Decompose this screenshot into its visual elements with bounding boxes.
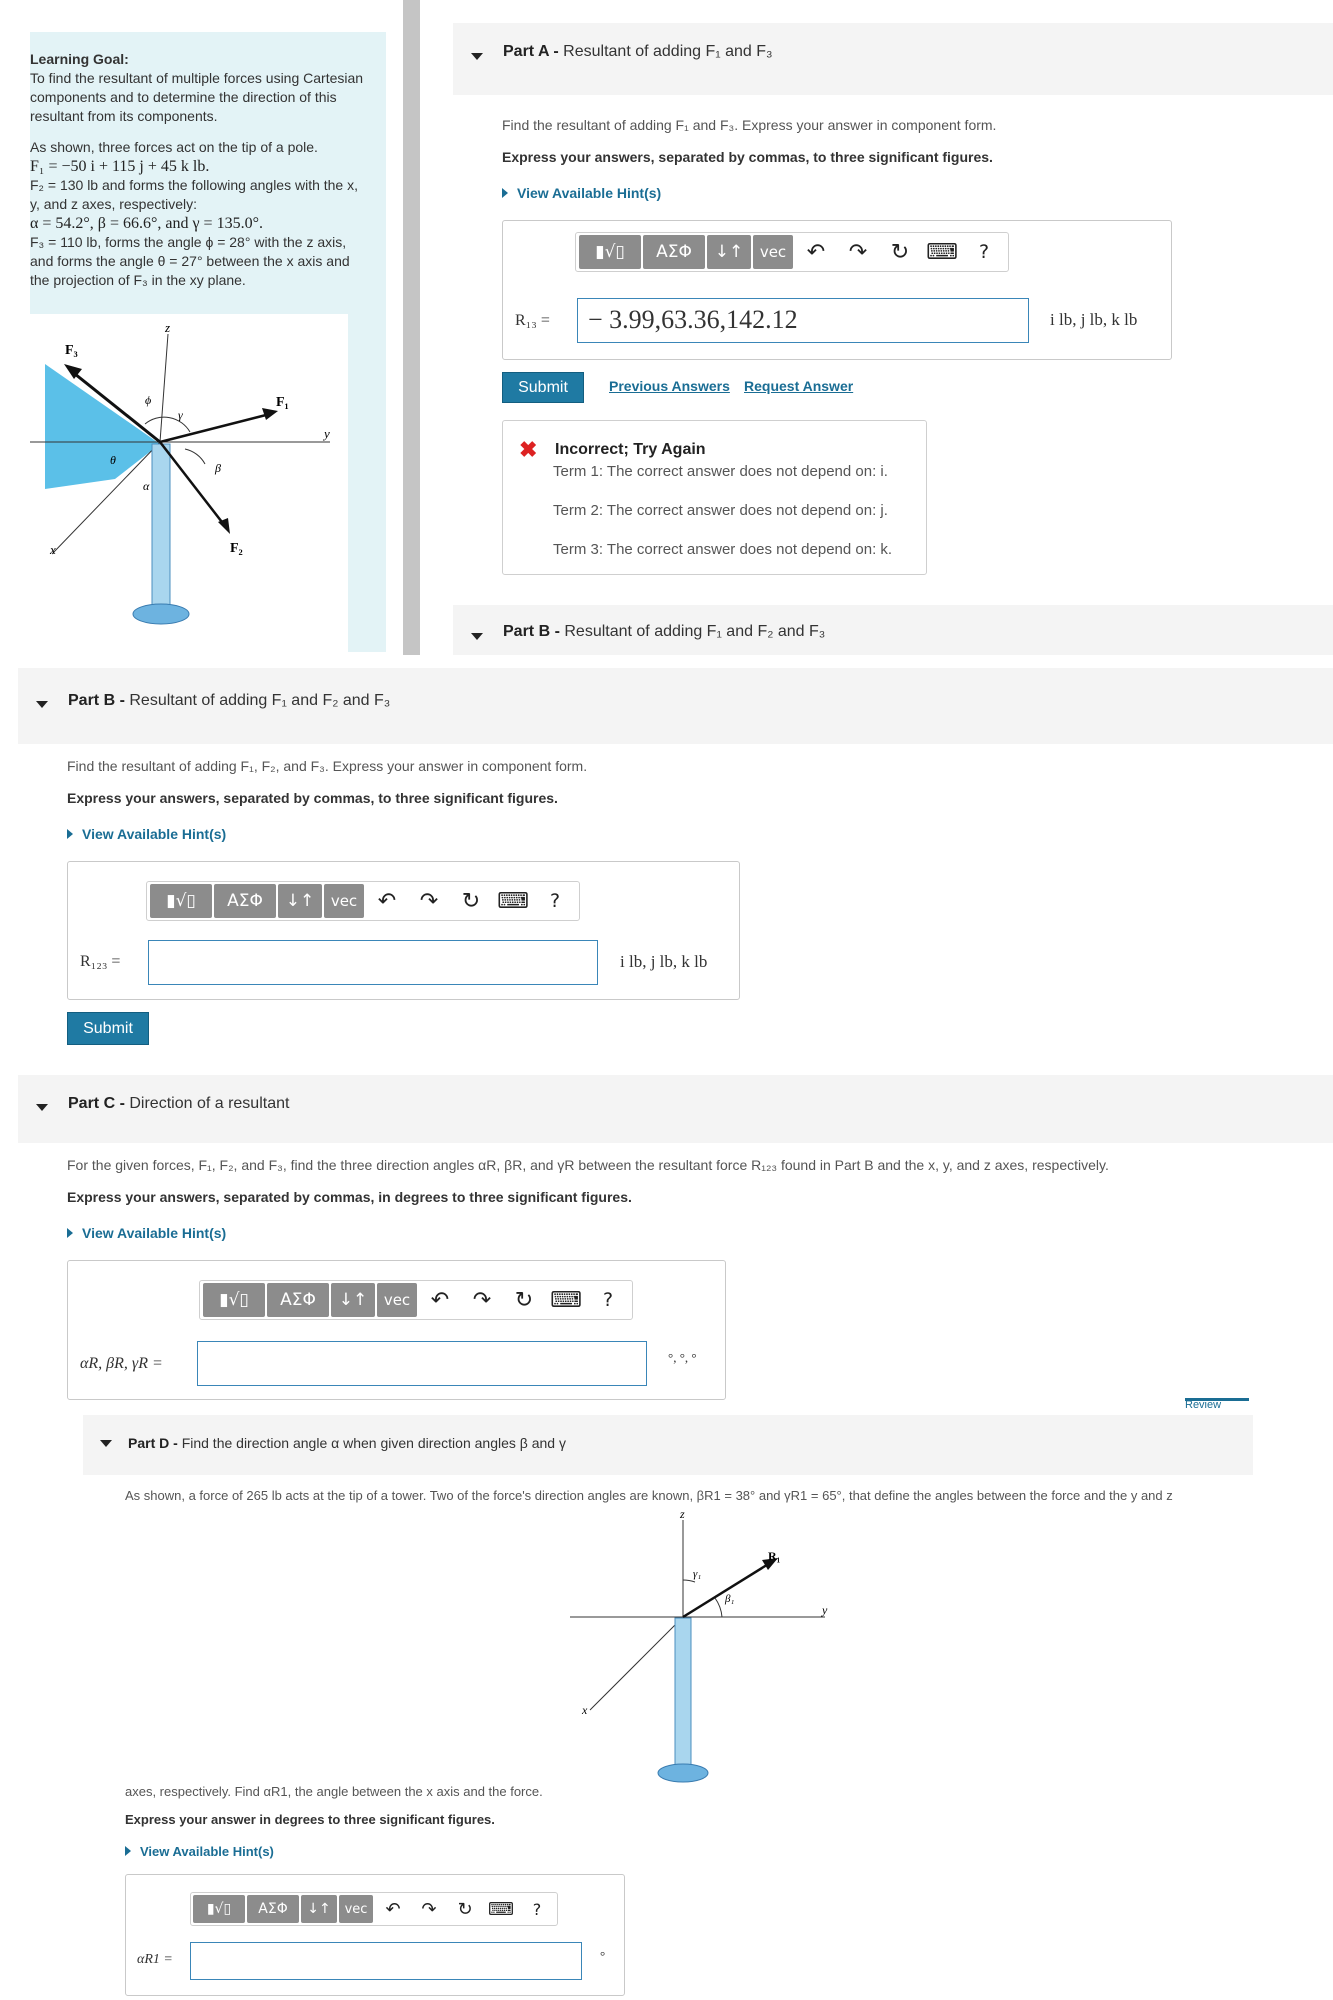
part-a-format: Express your answers, separated by commas, to three significant figures. [502, 149, 993, 165]
arrows-button[interactable]: ↓↑ [301, 1895, 337, 1923]
greek-button[interactable]: ΑΣΦ [643, 235, 705, 269]
keyboard-icon[interactable]: ⌨ [926, 239, 958, 265]
part-a-instruction: Find the resultant of adding F₁ and F₃. Express your answer in component form. [502, 117, 997, 133]
arrows-button[interactable]: ↓↑ [707, 235, 751, 269]
label-beta: β [215, 461, 221, 475]
redo-icon[interactable]: ↷ [419, 888, 439, 914]
force-f2-angles: α = 54.2°, β = 66.6°, and γ = 135.0°. [30, 215, 263, 232]
label-y: y [324, 426, 330, 441]
part-c-toolbar [199, 1280, 633, 1320]
learning-goal-intro: As shown, three forces act on the tip of a pole. [30, 139, 318, 155]
collapse-icon [100, 1440, 112, 1447]
part-b-toolbar [146, 881, 580, 921]
undo-icon[interactable]: ↶ [377, 888, 397, 914]
force-f2: F₂ = 130 lb and forms the following angles with the x, y, and z axes, respectively: [30, 177, 359, 212]
part-c-hints-link[interactable]: View Available Hint(s) [67, 1225, 226, 1241]
label-f1: F₁ [276, 395, 289, 410]
label-gamma1: γ₁ [693, 1568, 702, 1580]
x-axis [590, 1617, 683, 1710]
part-a-label: Part A - [503, 43, 559, 60]
templates-button[interactable]: ▮√▯ [579, 235, 641, 269]
part-a-submit-button[interactable]: Submit [502, 372, 584, 403]
redo-icon[interactable]: ↷ [848, 239, 868, 265]
tower-base [658, 1764, 708, 1782]
part-d-answer-input[interactable] [190, 1942, 582, 1980]
request-answer-link[interactable]: Request Answer [744, 378, 854, 394]
collapse-icon [36, 1104, 48, 1111]
keyboard-icon[interactable]: ⌨ [497, 888, 529, 914]
part-d-instruction: As shown, a force of 265 lb acts at the tip of a tower. Two of the force's direction angles are known, βR1 = 38° and γR1 = 65°, that define the angles between the force and the y and z [125, 1488, 1173, 1503]
redo-icon[interactable]: ↷ [421, 1898, 437, 1920]
greek-button[interactable]: ΑΣΦ [214, 884, 276, 918]
vec-button[interactable]: vec [324, 884, 364, 918]
part-b-unit: i lb, j lb, k lb [620, 952, 708, 971]
part-b-variable: R₁₂₃ = [80, 953, 121, 970]
collapse-icon [471, 633, 483, 640]
part-b-format: Express your answers, separated by commas, to three significant figures. [67, 790, 558, 806]
part-d-variable: αR1 = [137, 1952, 173, 1967]
label-r1: R₁ [768, 1549, 781, 1563]
label-x: x [50, 542, 56, 557]
label-x: x [582, 1703, 588, 1717]
templates-button[interactable]: ▮√▯ [203, 1283, 265, 1317]
panel-divider-scrollbar[interactable] [403, 0, 420, 655]
part-d-format: Express your answer in degrees to three significant figures. [125, 1812, 495, 1827]
part-a-header[interactable] [453, 23, 1333, 95]
part-a-feedback [502, 420, 927, 575]
part-c-instruction: For the given forces, F₁, F₂, and F₃, find the three direction angles αR, βR, and γR between the resultant force R₁₂₃ found in Part B and the x, y, and z axes, respectively. [67, 1157, 1109, 1173]
arrows-button[interactable]: ↓↑ [278, 884, 322, 918]
part-c-unit: °, °, ° [668, 1350, 697, 1365]
part-d-header[interactable] [83, 1415, 1253, 1475]
label-phi: ϕ [145, 393, 152, 407]
label-theta: θ [110, 453, 116, 467]
part-b-instruction: Find the resultant of adding F₁, F₂, and F₃. Express your answer in component form. [67, 758, 588, 774]
arrows-button[interactable]: ↓↑ [331, 1283, 375, 1317]
part-a-variable: R₁₃ = [515, 312, 550, 329]
part-b-top-title: Resultant of adding F₁ and F₂ and F₃ [564, 623, 826, 640]
part-c-header[interactable] [18, 1075, 1333, 1143]
part-a-toolbar [575, 232, 1009, 272]
part-c-title: Direction of a resultant [129, 1095, 290, 1112]
reset-icon[interactable]: ↻ [514, 1287, 534, 1313]
label-gamma: γ [178, 408, 183, 422]
force-f3: F₃ = 110 lb, forms the angle ϕ = 28° with the z axis, and forms the angle θ = 27° between the x axis and the projection of F₃ in the xy plane. [30, 234, 350, 288]
collapse-icon [471, 53, 483, 60]
help-icon[interactable]: ? [549, 890, 561, 912]
part-c-format: Express your answers, separated by commas, in degrees to three significant figures. [67, 1189, 632, 1205]
reset-icon[interactable]: ↻ [457, 1898, 473, 1920]
part-d-unit: ° [600, 1948, 606, 1963]
part-a-answer-input[interactable]: − 3.99,63.36,142.12 [577, 298, 1029, 343]
part-a-title: Resultant of adding F₁ and F₃ [563, 43, 773, 60]
previous-answers-link[interactable]: Previous Answers [609, 378, 730, 394]
undo-icon[interactable]: ↶ [385, 1898, 401, 1920]
part-b-label: Part B - [68, 692, 125, 709]
feedback-term-1: Term 1: The correct answer does not depend on: i. [553, 463, 888, 480]
part-d-label: Part D - [128, 1435, 178, 1451]
part-b-hints-link[interactable]: View Available Hint(s) [67, 826, 226, 842]
feedback-term-2: Term 2: The correct answer does not depend on: j. [553, 502, 888, 519]
tower [675, 1618, 691, 1780]
learning-goal-description: To find the resultant of multiple forces using Cartesian components and to determine the direction of this resultant from its components. [30, 70, 364, 124]
part-b-answer-input[interactable] [148, 940, 598, 985]
part-b-title: Resultant of adding F₁ and F₂ and F₃ [129, 692, 391, 709]
undo-icon[interactable]: ↶ [806, 239, 826, 265]
greek-button[interactable]: ΑΣΦ [267, 1283, 329, 1317]
part-c-answer-input[interactable] [197, 1341, 647, 1386]
label-f2: F₂ [230, 541, 243, 556]
vec-button[interactable]: vec [339, 1895, 373, 1923]
templates-button[interactable]: ▮√▯ [193, 1895, 245, 1923]
label-alpha: α [143, 479, 150, 493]
reset-icon[interactable]: ↻ [461, 888, 481, 914]
help-icon[interactable]: ? [602, 1289, 614, 1311]
feedback-title: Incorrect; Try Again [555, 441, 706, 458]
keyboard-icon[interactable]: ⌨ [488, 1898, 514, 1920]
undo-icon[interactable]: ↶ [430, 1287, 450, 1313]
label-z: z [165, 320, 171, 335]
force-f1: F₁ = −50 i + 115 j + 45 k lb. [30, 158, 210, 175]
pole [152, 444, 170, 614]
templates-button[interactable]: ▮√▯ [150, 884, 212, 918]
greek-button[interactable]: ΑΣΦ [247, 1895, 299, 1923]
learning-goal-title: Learning Goal: [30, 51, 129, 67]
part-a-hints-link[interactable]: View Available Hint(s) [502, 185, 661, 201]
redo-icon[interactable]: ↷ [472, 1287, 492, 1313]
incorrect-icon: ✖ [519, 437, 538, 462]
help-icon[interactable]: ? [532, 1899, 542, 1919]
reset-icon[interactable]: ↻ [890, 239, 910, 265]
part-d-title: Find the direction angle α when given direction angles β and γ [181, 1435, 566, 1451]
review-link[interactable]: Review [1185, 1398, 1249, 1408]
part-b-top-label: Part B - [503, 623, 560, 640]
label-beta1: β₁ [725, 1593, 735, 1605]
pole-figure [30, 314, 348, 652]
label-y: y [822, 1603, 828, 1617]
vec-button[interactable]: vec [753, 235, 793, 269]
vec-button[interactable]: vec [377, 1283, 417, 1317]
part-a-unit: i lb, j lb, k lb [1050, 310, 1138, 329]
feedback-term-3: Term 3: The correct answer does not depend on: k. [553, 541, 893, 558]
keyboard-icon[interactable]: ⌨ [550, 1287, 582, 1313]
pole-base [133, 604, 189, 624]
part-c-label: Part C - [68, 1095, 125, 1112]
part-d-toolbar [190, 1892, 558, 1926]
part-b-header-top[interactable] [453, 605, 1333, 655]
part-b-header[interactable] [18, 668, 1333, 744]
label-z: z [680, 1510, 685, 1521]
collapse-icon [36, 701, 48, 708]
learning-goal-text [30, 50, 370, 290]
part-c-variable: αR, βR, γR = [80, 1355, 163, 1372]
part-b-submit-button[interactable]: Submit [67, 1012, 149, 1045]
label-f3: F₃ [65, 343, 78, 358]
part-d-instruction-2: axes, respectively. Find αR1, the angle between the x axis and the force. [125, 1784, 543, 1799]
help-icon[interactable]: ? [978, 241, 990, 263]
tower-figure [560, 1510, 860, 1790]
part-d-hints-link[interactable]: View Available Hint(s) [125, 1844, 274, 1859]
learning-goal-panel [30, 32, 386, 652]
